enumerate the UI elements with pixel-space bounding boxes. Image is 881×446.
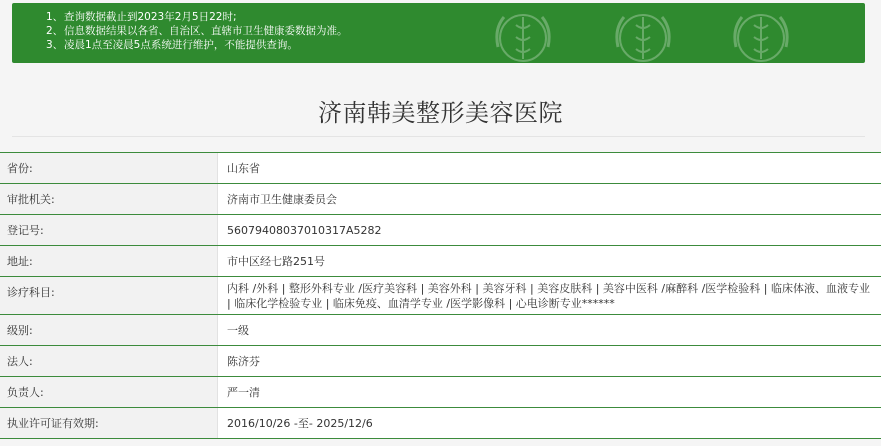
field-label-level: 级别: [0, 315, 218, 345]
field-value-license-validity: 2016/10/26 -至- 2025/12/6 [218, 408, 881, 438]
table-row [0, 346, 881, 377]
notice-item: 1、查询数据截止到2023年2月5日22时; [46, 11, 237, 23]
field-label-departments: 诊疗科目: [0, 277, 218, 314]
notice-item: 3、凌晨1点至凌晨5点系统进行维护，不能提供查询。 [46, 39, 298, 51]
notice-item: 2、信息数据结果以各省、自治区、直辖市卫生健康委数据为准。 [46, 25, 348, 37]
field-label-registration-no: 登记号: [0, 215, 218, 245]
table-row [0, 377, 881, 408]
divider [12, 136, 865, 137]
field-value-departments: 内科 /外科 | 整形外科专业 /医疗美容科 | 美容外科 | 美容牙科 | 美容皮肤科 | 美容中医科 /麻醉科 /医学检验科 | 临床体液、血液专业 | 临床化学检验专业 | 临床免疫、血清学专业 /医学影像科 | 心电诊断专业****** [218, 277, 881, 314]
table-row [0, 215, 881, 246]
field-value-legal-person: 陈济芬 [218, 346, 881, 376]
table-row [0, 246, 881, 277]
notice-banner [12, 3, 865, 63]
notice-list [46, 10, 348, 52]
field-value-province: 山东省 [218, 153, 881, 183]
table-row [0, 315, 881, 346]
field-label-person-in-charge: 负责人: [0, 377, 218, 407]
field-value-approval-authority: 济南市卫生健康委员会 [218, 184, 881, 214]
field-value-person-in-charge: 严一清 [218, 377, 881, 407]
health-emblem-icon [490, 7, 556, 63]
field-value-address: 市中区经七路251号 [218, 246, 881, 276]
field-value-level: 一级 [218, 315, 881, 345]
table-row [0, 277, 881, 315]
field-label-province: 省份: [0, 153, 218, 183]
hospital-info-table [0, 152, 881, 439]
field-value-registration-no: 56079408037010317A5282 [218, 215, 881, 245]
field-label-legal-person: 法人: [0, 346, 218, 376]
table-row [0, 408, 881, 439]
field-label-license-validity: 执业许可证有效期: [0, 408, 218, 438]
field-label-address: 地址: [0, 246, 218, 276]
health-emblem-icon [610, 7, 676, 63]
page-title: 济南韩美整形美容医院 [318, 99, 563, 127]
table-row [0, 153, 881, 184]
health-emblem-icon [728, 7, 794, 63]
table-row [0, 184, 881, 215]
field-label-approval-authority: 审批机关: [0, 184, 218, 214]
